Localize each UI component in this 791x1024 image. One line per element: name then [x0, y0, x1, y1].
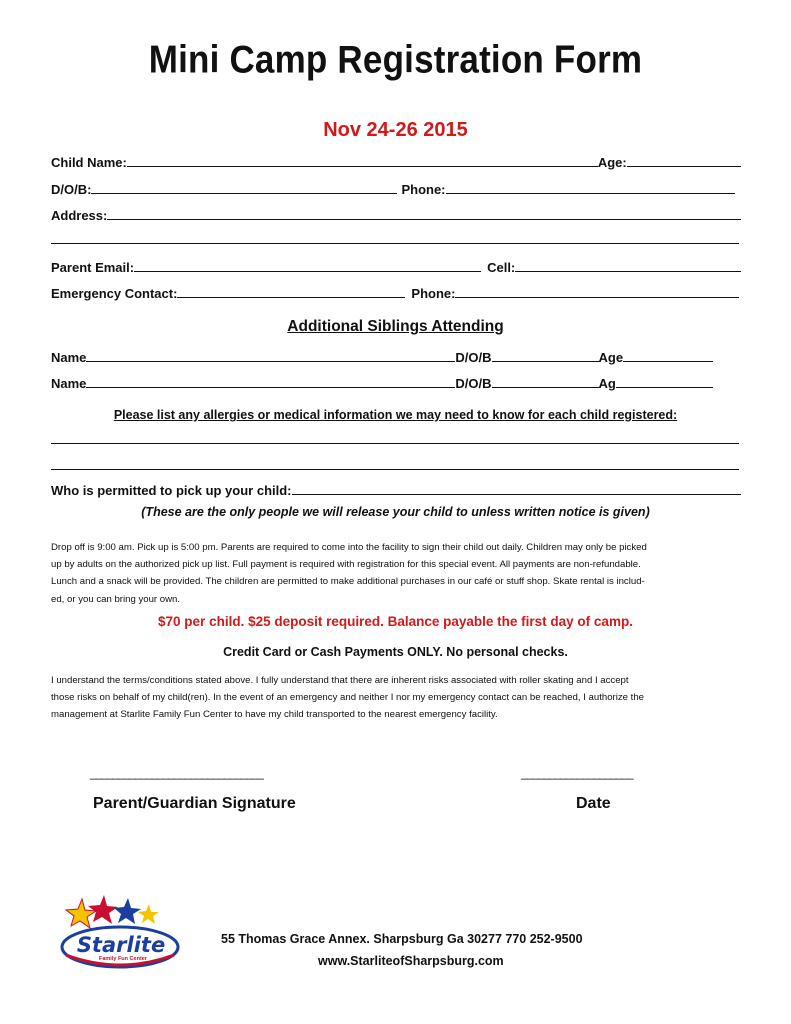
allergies-field-line2[interactable] [51, 469, 739, 470]
terms-paragraph [51, 672, 746, 724]
age-label: Age: [597, 155, 627, 170]
siblings-heading: Additional Siblings Attending [287, 318, 504, 335]
child-name-label: Child Name: [51, 155, 127, 170]
sibling-1-dob-label: D/O/B [455, 350, 492, 365]
emergency-phone-label: Phone: [411, 286, 456, 301]
footer-address: 55 Thomas Grace Annex. Sharpsburg Ga 30277 770 252-9500 [221, 932, 583, 946]
policy-line: up by adults on the authorized pick up list. Full payment is required with registration for this special event. All payments are non-refundable. [51, 559, 641, 571]
sibling-2-name-field[interactable] [86, 386, 455, 388]
pickup-field[interactable] [292, 493, 741, 495]
logo-subtext: Family Fun Center [99, 956, 147, 962]
phone-field[interactable] [446, 192, 735, 194]
starlite-logo [58, 895, 183, 975]
pickup-row [51, 480, 741, 498]
price-line: $70 per child. $25 deposit required. Balance payable the first day of camp. [158, 614, 633, 629]
sibling-row-1 [51, 347, 713, 365]
sibling-2-dob-field[interactable] [492, 386, 599, 388]
age-field[interactable] [627, 165, 741, 167]
camp-dates: Nov 24-26 2015 [323, 119, 468, 141]
emergency-row [51, 283, 739, 301]
sibling-1-dob-field[interactable] [492, 360, 599, 362]
parent-signature-label: Parent/Guardian Signature [93, 795, 296, 812]
policy-paragraph [51, 539, 746, 608]
child-name-row [51, 152, 741, 170]
payment-line: Credit Card or Cash Payments ONLY. No personal checks. [223, 645, 568, 659]
terms-line: management at Starlite Family Fun Center to have my child transported to the nearest emergency facility. [51, 709, 498, 721]
pickup-label: Who is permitted to pick up your child: [51, 483, 292, 498]
parent-email-label: Parent Email: [51, 260, 135, 275]
cell-field[interactable] [515, 270, 741, 272]
emergency-contact-field[interactable] [177, 296, 405, 298]
allergies-heading: Please list any allergies or medical information we may need to know for each child registered: [113, 408, 678, 422]
date-label: Date [576, 795, 611, 812]
dob-phone-row [51, 179, 735, 197]
terms-line: I understand the terms/conditions stated above. I fully understand that there are inherent risks associated with roller skating and I accept [51, 675, 629, 686]
allergies-field-line1[interactable] [51, 443, 739, 444]
address-row [51, 205, 741, 223]
address-label: Address: [51, 208, 108, 223]
sibling-1-name-label: Name [51, 350, 87, 365]
sibling-2-age-field[interactable] [616, 386, 713, 388]
dob-field[interactable] [91, 192, 397, 194]
emergency-phone-field[interactable] [455, 296, 739, 298]
sibling-2-dob-label: D/O/B [455, 376, 492, 391]
email-cell-row [51, 257, 741, 275]
policy-line: ed, or you can bring your own. [51, 593, 181, 605]
sibling-1-age-label: Age [598, 350, 624, 365]
phone-label: Phone: [401, 182, 446, 197]
cell-label: Cell: [487, 260, 516, 275]
parent-signature-line[interactable]: _______________________________ [90, 766, 263, 780]
sibling-2-age-label: Ag [598, 376, 616, 391]
dob-label: D/O/B: [51, 182, 92, 197]
sibling-row-2 [51, 373, 713, 391]
form-title: Mini Camp Registration Form [148, 37, 643, 82]
terms-line: those risks on behalf of my child(ren). In the event of an emergency and neither I nor my emergency contact can be reached, I authorize the [51, 692, 645, 704]
date-signature-line[interactable]: ____________________ [521, 766, 633, 780]
policy-line: Lunch and a snack will be provided. The children are permitted to make additional purchases in our café or stuff shop. Skate rental is includ- [51, 576, 645, 588]
footer-website[interactable]: www.StarliteofSharpsburg.com [318, 954, 504, 968]
address-field[interactable] [107, 218, 741, 220]
emergency-contact-label: Emergency Contact: [51, 286, 178, 301]
sibling-1-name-field[interactable] [86, 360, 455, 362]
address-field-line2[interactable] [51, 243, 739, 244]
policy-line: Drop off is 9:00 am. Pick up is 5:00 pm. Parents are required to come into the facility to sign their child out daily. Children may only be picked [51, 542, 647, 553]
logo-wordmark: Starlite [76, 933, 166, 957]
sibling-1-age-field[interactable] [623, 360, 713, 362]
parent-email-field[interactable] [134, 270, 481, 272]
pickup-note: (These are the only people we will release your child to unless written notice is given) [141, 505, 650, 519]
child-name-field[interactable] [127, 165, 598, 167]
sibling-2-name-label: Name [51, 376, 87, 391]
